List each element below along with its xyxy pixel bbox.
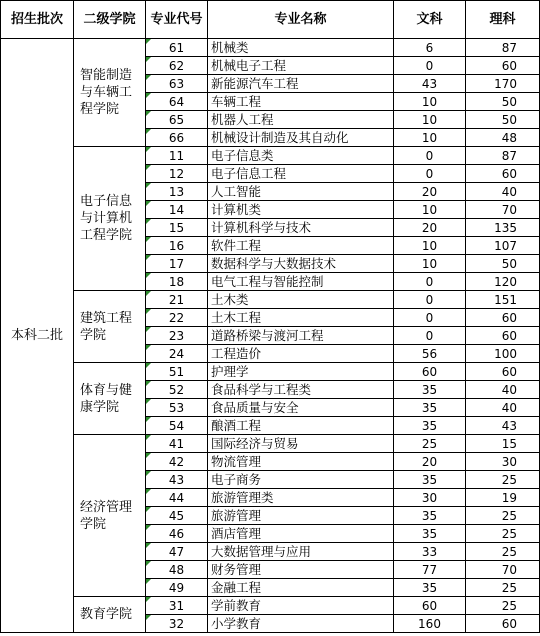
science-cell: 25	[466, 597, 540, 615]
code-cell: 42	[146, 453, 208, 471]
arts-cell: 10	[394, 93, 466, 111]
major-name-cell: 酒店管理	[208, 525, 394, 543]
code-cell: 17	[146, 255, 208, 273]
arts-cell: 0	[394, 327, 466, 345]
code-cell: 46	[146, 525, 208, 543]
code-cell: 54	[146, 417, 208, 435]
science-cell: 19	[466, 489, 540, 507]
header-major-name: 专业名称	[208, 1, 394, 39]
code-cell: 63	[146, 75, 208, 93]
code-cell: 15	[146, 219, 208, 237]
science-cell: 60	[466, 327, 540, 345]
arts-cell: 35	[394, 471, 466, 489]
major-name-cell: 国际经济与贸易	[208, 435, 394, 453]
code-cell: 61	[146, 39, 208, 57]
code-cell: 44	[146, 489, 208, 507]
arts-cell: 20	[394, 183, 466, 201]
code-cell: 32	[146, 615, 208, 633]
science-cell: 30	[466, 453, 540, 471]
major-name-cell: 土木类	[208, 291, 394, 309]
arts-cell: 60	[394, 363, 466, 381]
code-cell: 12	[146, 165, 208, 183]
arts-cell: 30	[394, 489, 466, 507]
science-cell: 170	[466, 75, 540, 93]
science-cell: 25	[466, 525, 540, 543]
major-name-cell: 机械电子工程	[208, 57, 394, 75]
major-name-cell: 数据科学与大数据技术	[208, 255, 394, 273]
code-cell: 24	[146, 345, 208, 363]
code-cell: 22	[146, 309, 208, 327]
arts-cell: 35	[394, 525, 466, 543]
arts-cell: 10	[394, 255, 466, 273]
code-cell: 66	[146, 129, 208, 147]
major-name-cell: 人工智能	[208, 183, 394, 201]
code-cell: 48	[146, 561, 208, 579]
arts-cell: 35	[394, 399, 466, 417]
code-cell: 47	[146, 543, 208, 561]
science-cell: 135	[466, 219, 540, 237]
major-name-cell: 酿酒工程	[208, 417, 394, 435]
major-name-cell: 学前教育	[208, 597, 394, 615]
science-cell: 87	[466, 39, 540, 57]
header-batch: 招生批次	[1, 1, 74, 39]
arts-cell: 35	[394, 381, 466, 399]
header-science: 理科	[466, 1, 540, 39]
science-cell: 70	[466, 201, 540, 219]
arts-cell: 0	[394, 147, 466, 165]
science-cell: 25	[466, 471, 540, 489]
arts-cell: 160	[394, 615, 466, 633]
arts-cell: 35	[394, 417, 466, 435]
arts-cell: 25	[394, 435, 466, 453]
science-cell: 50	[466, 93, 540, 111]
science-cell: 120	[466, 273, 540, 291]
major-name-cell: 新能源汽车工程	[208, 75, 394, 93]
code-cell: 16	[146, 237, 208, 255]
science-cell: 107	[466, 237, 540, 255]
code-cell: 52	[146, 381, 208, 399]
major-name-cell: 计算机科学与技术	[208, 219, 394, 237]
code-cell: 43	[146, 471, 208, 489]
college-cell: 建筑工程学院	[74, 291, 146, 363]
code-cell: 62	[146, 57, 208, 75]
college-cell: 体育与健康学院	[74, 363, 146, 435]
college-cell: 教育学院	[74, 597, 146, 633]
arts-cell: 6	[394, 39, 466, 57]
arts-cell: 0	[394, 273, 466, 291]
table-body	[1, 39, 540, 633]
major-name-cell: 护理学	[208, 363, 394, 381]
major-name-cell: 电子信息工程	[208, 165, 394, 183]
code-cell: 31	[146, 597, 208, 615]
batch-cell: 本科二批	[1, 39, 74, 633]
arts-cell: 43	[394, 75, 466, 93]
code-cell: 65	[146, 111, 208, 129]
science-cell: 70	[466, 561, 540, 579]
arts-cell: 0	[394, 309, 466, 327]
arts-cell: 35	[394, 579, 466, 597]
arts-cell: 0	[394, 165, 466, 183]
arts-cell: 10	[394, 129, 466, 147]
table-row	[1, 291, 540, 309]
major-name-cell: 小学教育	[208, 615, 394, 633]
code-cell: 21	[146, 291, 208, 309]
science-cell: 48	[466, 129, 540, 147]
science-cell: 60	[466, 309, 540, 327]
arts-cell: 33	[394, 543, 466, 561]
college-cell: 智能制造与车辆工程学院	[74, 39, 146, 147]
header-college: 二级学院	[74, 1, 146, 39]
code-cell: 41	[146, 435, 208, 453]
science-cell: 50	[466, 111, 540, 129]
code-cell: 11	[146, 147, 208, 165]
science-cell: 40	[466, 381, 540, 399]
table-row	[1, 363, 540, 381]
major-name-cell: 机械类	[208, 39, 394, 57]
arts-cell: 60	[394, 597, 466, 615]
major-name-cell: 旅游管理类	[208, 489, 394, 507]
arts-cell: 77	[394, 561, 466, 579]
table-row	[1, 435, 540, 453]
arts-cell: 20	[394, 219, 466, 237]
arts-cell: 10	[394, 111, 466, 129]
header-arts: 文科	[394, 1, 466, 39]
science-cell: 15	[466, 435, 540, 453]
major-name-cell: 金融工程	[208, 579, 394, 597]
science-cell: 40	[466, 183, 540, 201]
table-row	[1, 39, 540, 57]
major-name-cell: 软件工程	[208, 237, 394, 255]
arts-cell: 10	[394, 201, 466, 219]
code-cell: 23	[146, 327, 208, 345]
major-name-cell: 工程造价	[208, 345, 394, 363]
header-code: 专业代号	[146, 1, 208, 39]
code-cell: 14	[146, 201, 208, 219]
science-cell: 60	[466, 57, 540, 75]
arts-cell: 0	[394, 57, 466, 75]
major-name-cell: 道路桥梁与渡河工程	[208, 327, 394, 345]
major-name-cell: 旅游管理	[208, 507, 394, 525]
major-name-cell: 车辆工程	[208, 93, 394, 111]
science-cell: 50	[466, 255, 540, 273]
major-name-cell: 电子信息类	[208, 147, 394, 165]
major-name-cell: 电子商务	[208, 471, 394, 489]
science-cell: 87	[466, 147, 540, 165]
header-row	[1, 1, 540, 39]
code-cell: 51	[146, 363, 208, 381]
major-name-cell: 机械设计制造及其自动化	[208, 129, 394, 147]
table-row	[1, 147, 540, 165]
arts-cell: 20	[394, 453, 466, 471]
table-row	[1, 597, 540, 615]
arts-cell: 0	[394, 291, 466, 309]
science-cell: 60	[466, 363, 540, 381]
major-name-cell: 土木工程	[208, 309, 394, 327]
science-cell: 25	[466, 543, 540, 561]
college-cell: 经济管理学院	[74, 435, 146, 597]
major-name-cell: 物流管理	[208, 453, 394, 471]
science-cell: 60	[466, 165, 540, 183]
science-cell: 60	[466, 615, 540, 633]
major-name-cell: 机器人工程	[208, 111, 394, 129]
code-cell: 18	[146, 273, 208, 291]
major-name-cell: 计算机类	[208, 201, 394, 219]
major-name-cell: 食品科学与工程类	[208, 381, 394, 399]
science-cell: 25	[466, 507, 540, 525]
major-name-cell: 大数据管理与应用	[208, 543, 394, 561]
science-cell: 151	[466, 291, 540, 309]
science-cell: 25	[466, 579, 540, 597]
science-cell: 100	[466, 345, 540, 363]
major-name-cell: 食品质量与安全	[208, 399, 394, 417]
major-name-cell: 财务管理	[208, 561, 394, 579]
science-cell: 43	[466, 417, 540, 435]
college-cell: 电子信息与计算机工程学院	[74, 147, 146, 291]
science-cell: 40	[466, 399, 540, 417]
arts-cell: 10	[394, 237, 466, 255]
arts-cell: 35	[394, 507, 466, 525]
code-cell: 13	[146, 183, 208, 201]
code-cell: 53	[146, 399, 208, 417]
code-cell: 45	[146, 507, 208, 525]
major-name-cell: 电气工程与智能控制	[208, 273, 394, 291]
arts-cell: 56	[394, 345, 466, 363]
code-cell: 49	[146, 579, 208, 597]
code-cell: 64	[146, 93, 208, 111]
